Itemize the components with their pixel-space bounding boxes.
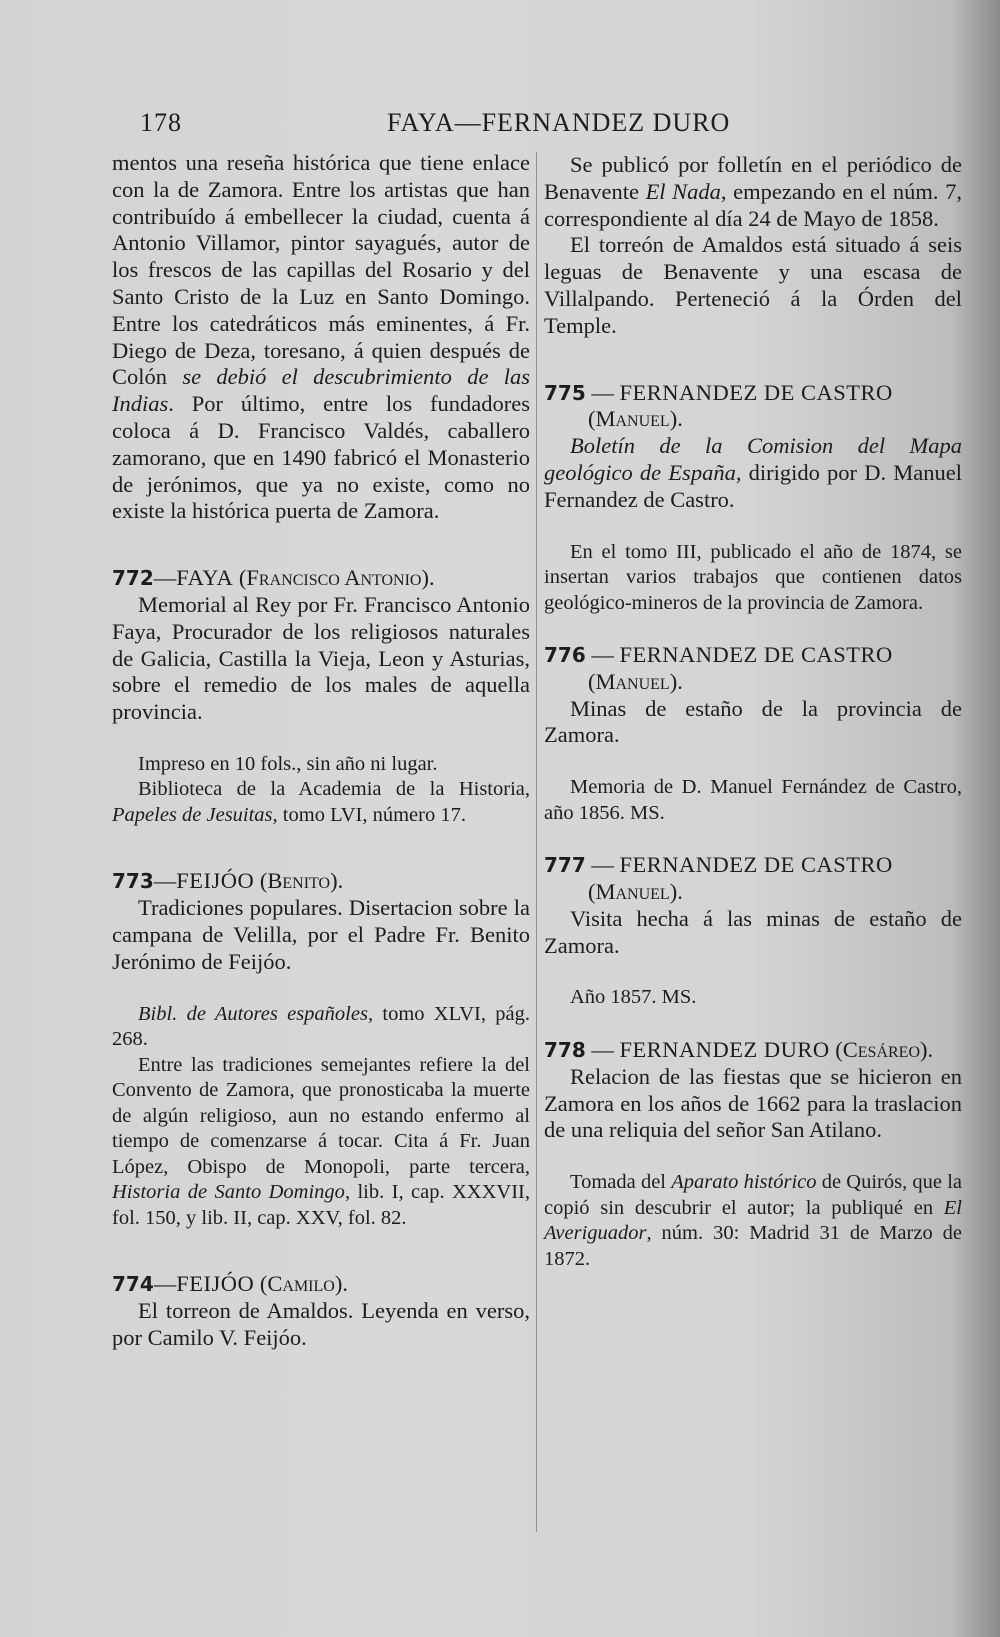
entry-number: 775	[544, 380, 586, 405]
right-column	[544, 152, 962, 1272]
entry-heading: 778 — FERNANDEZ DURO (Cesáreo).	[544, 1036, 934, 1062]
intro-italic: se debió el descubrimiento de las Indias	[112, 364, 530, 417]
entry-heading: 774—FEIJÓO (Camilo).	[112, 1271, 348, 1297]
entry-772	[112, 565, 530, 828]
entry-note: Año 1857. MS.	[570, 986, 697, 1009]
entry-given-name: (Francisco Antonio).	[238, 565, 435, 591]
entry-776	[544, 642, 962, 826]
entry-author: FERNANDEZ DURO	[619, 1036, 830, 1062]
entry-author: FERNANDEZ DE CASTRO	[619, 852, 893, 878]
running-head: FAYA—FERNANDEZ DURO	[387, 108, 731, 137]
entry-author: FAYA	[176, 565, 234, 591]
entry-heading: 777 — FERNANDEZ DE CASTRO	[544, 852, 893, 878]
entry-note: En el tomo III, publicado el año de 1874, se insertan varios trabajos que contienen datos geológico-mineros de la provincia de Zamora.	[544, 540, 962, 614]
entry-775	[544, 380, 962, 616]
entry-note: Tomada del Aparato histórico de Quirós, que la copió sin descubrir el autor; la publiqué en El Averiguador, núm. 30: Madrid 31 de Marzo de 1872.	[544, 1171, 963, 1270]
page-number: 178	[140, 108, 182, 137]
entry-title: Boletín de la Comision del Mapa geológico de España, dirigido por D. Manuel Fernandez de Castro.	[544, 433, 963, 512]
entry-note: Impreso en 10 fols., sin año ni lugar.	[138, 752, 438, 775]
entry-number: 778	[544, 1037, 586, 1062]
continuation-paragraph: Se publicó por folletín en el periódico de Benavente El Nada, empezando en el núm. 7, correspondiente al día 24 de Mayo de 1858.	[544, 152, 962, 231]
entry-given-name: (Manuel).	[588, 406, 683, 432]
entry-title: Visita hecha á las minas de estaño de Zamora.	[544, 905, 962, 958]
entry-author: FEIJÓO	[176, 1271, 255, 1297]
entry-778	[544, 1037, 962, 1272]
entry-note: Bibl. de Autores españoles, tomo XLVI, pág. 268.	[112, 1002, 530, 1051]
entry-number: 772	[112, 566, 154, 591]
entry-note: Entre las tradiciones semejantes refiere la del Convento de Zamora, que pronosticaba la muerte de algún religioso, aun no estando enfermo al tiempo de comenzarse á tocar. Cita á Fr. Juan López, Obispo de Monopoli, parte tercera, Historia de Santo Domingo, lib. I, cap. XXXVII, fol. 150, y lib. II, cap. XXV, fol. 82.	[112, 1053, 530, 1229]
entry-773	[112, 868, 530, 1231]
entry-number: 773	[112, 869, 154, 894]
entry-note: Biblioteca de la Academia de la Historia, Papeles de Jesuitas, tomo LVI, número 17.	[112, 778, 530, 826]
entry-given-name: (Manuel).	[588, 879, 683, 905]
entry-title: Relacion de las fiestas que se hicieron en Zamora en los años de 1662 para la traslacion de una reliquia del señor San Atilano.	[544, 1063, 962, 1143]
entry-given-name: (Benito).	[259, 868, 344, 894]
entry-author: FERNANDEZ DE CASTRO	[619, 379, 893, 405]
entry-774	[112, 1271, 530, 1351]
entry-given-name: (Cesáreo).	[835, 1036, 934, 1062]
intro-paragraph: mentos una reseña histórica que tiene enlace con la de Zamora. Entre los artistas que han contribuído á embellecer la ciudad, cuenta á Antonio Villamor, pintor sayagués, autor de los frescos de las capillas del Rosario y del Santo Cristo de la Luz en Santo Domingo. Entre los catedráticos más eminentes, á Fr. Diego de Deza, toresano, á quien después de Colón se debió el descubrimiento de las Indias. Por último, entre los fundadores coloca á D. Francisco Valdés, caballero zamorano, que en 1490 fabricó el Monasterio de jerónimos, que ya no existe, como no existe la histórica puerta de Zamora.	[112, 150, 530, 524]
column-divider	[536, 152, 537, 1532]
left-column	[112, 150, 530, 1352]
page-header	[140, 108, 731, 144]
entry-heading: 773—FEIJÓO (Benito).	[112, 868, 344, 894]
entry-number: 776	[544, 643, 586, 668]
entry-author: FEIJÓO	[176, 868, 255, 894]
entry-given-name: (Camilo).	[259, 1271, 348, 1297]
entry-note: Memoria de D. Manuel Fernández de Castro, año 1856. MS.	[544, 776, 962, 824]
entry-title: Memorial al Rey por Fr. Francisco Antonio Faya, Procurador de los religiosos naturales de Galicia, Castilla la Vieja, Leon y Asturias, sobre el remedio de los males de aquella provincia.	[112, 591, 530, 725]
entry-number: 774	[112, 1272, 154, 1297]
entry-heading: 775 — FERNANDEZ DE CASTRO	[544, 379, 893, 405]
entry-title: Minas de estaño de la provincia de Zamora.	[544, 695, 962, 748]
entry-author: FERNANDEZ DE CASTRO	[619, 642, 893, 668]
entry-number: 777	[544, 853, 586, 878]
entry-title: Tradiciones populares. Disertacion sobre la campana de Velilla, por el Padre Fr. Benito Jerónimo de Feijóo.	[112, 895, 530, 974]
entry-heading: 772—FAYA (Francisco Antonio).	[112, 565, 435, 591]
entry-given-name: (Manuel).	[588, 668, 683, 694]
entry-heading: 776 — FERNANDEZ DE CASTRO	[544, 642, 893, 668]
entry-777	[544, 852, 962, 1011]
continuation-paragraph: El torreón de Amaldos está situado á seis leguas de Benavente y una escasa de Villalpando. Perteneció á la Órden del Temple.	[544, 232, 962, 338]
entry-title: El torreon de Amaldos. Leyenda en verso, por Camilo V. Feijóo.	[112, 1297, 530, 1350]
